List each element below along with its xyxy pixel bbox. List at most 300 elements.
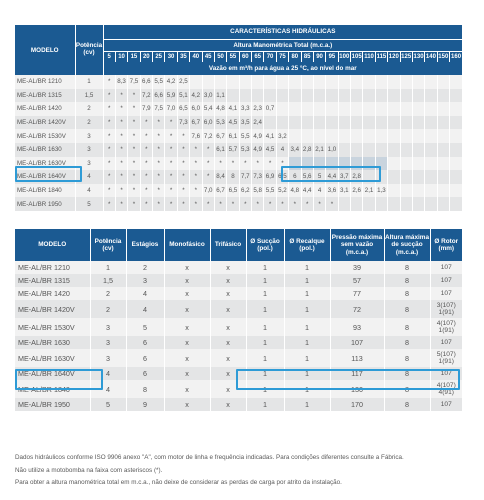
flow-cell: * (202, 143, 214, 157)
power-cell: 3 (90, 349, 126, 367)
table-row (15, 349, 462, 367)
flow-cell (375, 89, 387, 103)
flow-cell (239, 89, 251, 103)
flow-cell (425, 116, 437, 130)
flow-cell: * (153, 197, 165, 211)
flow-cell (276, 102, 288, 116)
flow-cell (289, 157, 301, 171)
flow-cell (425, 89, 437, 103)
flow-cell (338, 89, 350, 103)
flow-cell (388, 102, 400, 116)
single-phase-cell: x (164, 367, 210, 380)
flow-cell: * (128, 143, 140, 157)
flow-cell (363, 157, 375, 171)
height-value: 90 (313, 51, 325, 62)
flow-cell: * (239, 157, 251, 171)
table-row (15, 102, 462, 116)
flow-cell (437, 143, 449, 157)
height-value: 105 (351, 51, 363, 62)
flow-cell: 4,1 (264, 129, 276, 143)
flow-cell (338, 116, 350, 130)
col-header-suction-diameter: Ø Sucção (pol.) (246, 229, 284, 261)
flow-cell (301, 129, 313, 143)
table-row (15, 197, 462, 211)
height-value: 60 (239, 51, 251, 62)
flow-cell: * (227, 197, 239, 211)
suction-diameter-cell: 1 (246, 380, 284, 398)
flow-cell: 3,2 (276, 129, 288, 143)
flow-cell: 2,1 (363, 184, 375, 198)
flow-cell: * (103, 197, 115, 211)
flow-cell (252, 89, 264, 103)
flow-cell (363, 75, 375, 89)
flow-cell (400, 75, 412, 89)
col-header-power: Potência (cv) (90, 229, 126, 261)
single-phase-cell: x (164, 318, 210, 336)
max-suction-height-cell: 8 (384, 349, 430, 367)
max-pressure-cell: 77 (330, 287, 384, 300)
flow-cell: 7,2 (202, 129, 214, 143)
flow-cell (276, 89, 288, 103)
flow-cell (289, 102, 301, 116)
flow-cell: 2,8 (301, 143, 313, 157)
flow-cell (400, 116, 412, 130)
flow-cell (400, 89, 412, 103)
flow-cell (313, 157, 325, 171)
max-pressure-cell: 93 (330, 318, 384, 336)
flow-cell: * (190, 143, 202, 157)
stages-cell: 9 (126, 398, 164, 411)
flow-cell (202, 75, 214, 89)
flow-cell: 6,2 (239, 184, 251, 198)
flow-cell (326, 75, 338, 89)
single-phase-cell: x (164, 398, 210, 411)
flow-cell (400, 129, 412, 143)
flow-cell: * (115, 129, 127, 143)
suction-diameter-cell: 1 (246, 261, 284, 274)
max-pressure-cell: 130 (330, 380, 384, 398)
flow-cell (400, 102, 412, 116)
height-value: 120 (388, 51, 400, 62)
col-header-discharge-diameter: Ø Recalque (pol.) (284, 229, 330, 261)
max-suction-height-cell: 8 (384, 261, 430, 274)
flow-cell (412, 143, 424, 157)
model-cell: ME-AL/BR 1950 (15, 398, 90, 411)
discharge-diameter-cell: 1 (284, 349, 330, 367)
three-phase-cell: x (210, 318, 246, 336)
flow-cell (412, 116, 424, 130)
flow-cell (338, 197, 350, 211)
flow-cell: 5,8 (252, 184, 264, 198)
height-value: 85 (301, 51, 313, 62)
height-value: 5 (103, 51, 115, 62)
flow-cell (190, 75, 202, 89)
flow-cell: * (177, 184, 189, 198)
stages-cell: 6 (126, 336, 164, 349)
rotor-diameter-cell: 3(107) 1(91) (430, 300, 462, 318)
stages-cell: 2 (126, 261, 164, 274)
flow-cell: * (177, 170, 189, 184)
flow-cell (227, 89, 239, 103)
flow-cell (375, 75, 387, 89)
col-header-model: MODELO (15, 25, 75, 75)
flow-cell (313, 75, 325, 89)
flow-cell: 6,5 (177, 102, 189, 116)
flow-cell (400, 197, 412, 211)
discharge-diameter-cell: 1 (284, 261, 330, 274)
flow-cell: 4,9 (252, 143, 264, 157)
model-cell: ME-AL/BR 1315 (15, 274, 90, 287)
flow-cell (326, 116, 338, 130)
flow-cell (363, 143, 375, 157)
max-suction-height-cell: 8 (384, 336, 430, 349)
flow-cell: * (103, 129, 115, 143)
flow-cell (425, 102, 437, 116)
flow-cell (301, 75, 313, 89)
flow-cell (450, 197, 463, 211)
flow-cell (351, 89, 363, 103)
flow-cell: * (140, 184, 152, 198)
height-value: 35 (177, 51, 189, 62)
discharge-diameter-cell: 1 (284, 380, 330, 398)
flow-cell: * (177, 157, 189, 171)
height-value: 20 (140, 51, 152, 62)
footnote-2: Não utilize a motobomba na faixa com asteriscos (*). (15, 466, 163, 474)
table-row (15, 89, 462, 103)
height-value: 95 (326, 51, 338, 62)
flow-cell (351, 143, 363, 157)
three-phase-cell: x (210, 380, 246, 398)
stages-cell: 5 (126, 318, 164, 336)
max-suction-height-cell: 8 (384, 300, 430, 318)
flow-cell: * (153, 157, 165, 171)
flow-cell: 5 (313, 170, 325, 184)
flow-cell: 4,2 (190, 89, 202, 103)
flow-cell (289, 89, 301, 103)
model-cell: ME-AL/BR 1640V (15, 367, 90, 380)
model-cell: ME-AL/BR 1630 (15, 143, 75, 157)
flow-cell (437, 75, 449, 89)
single-phase-cell: x (164, 380, 210, 398)
three-phase-cell: x (210, 300, 246, 318)
height-value: 125 (400, 51, 412, 62)
flow-cell (425, 143, 437, 157)
height-value: 40 (190, 51, 202, 62)
flow-cell (437, 170, 449, 184)
flow-cell: 4,5 (227, 116, 239, 130)
height-value: 140 (425, 51, 437, 62)
flow-cell (437, 89, 449, 103)
flow-cell: 3,4 (289, 143, 301, 157)
max-pressure-cell: 170 (330, 398, 384, 411)
flow-cell: * (103, 102, 115, 116)
flow-cell (437, 102, 449, 116)
flow-cell: 6,9 (264, 170, 276, 184)
flow-cell (351, 75, 363, 89)
flow-cell: * (128, 102, 140, 116)
flow-cell: * (165, 170, 177, 184)
three-phase-cell: x (210, 336, 246, 349)
three-phase-cell: x (210, 287, 246, 300)
flow-cell: * (177, 129, 189, 143)
model-cell: ME-AL/BR 1530V (15, 129, 75, 143)
flow-cell: * (252, 197, 264, 211)
table-title: CARACTERÍSTICAS HIDRÁULICAS (103, 25, 462, 39)
flow-cell: * (165, 197, 177, 211)
flow-cell: * (165, 157, 177, 171)
height-value: 100 (338, 51, 350, 62)
flow-cell: 4,9 (252, 129, 264, 143)
max-pressure-cell: 113 (330, 349, 384, 367)
rotor-diameter-cell: 4(107) 4(91) (430, 380, 462, 398)
flow-cell: * (103, 157, 115, 171)
flow-cell (412, 170, 424, 184)
model-cell: ME-AL/BR 1315 (15, 89, 75, 103)
flow-cell (388, 197, 400, 211)
flow-cell (363, 129, 375, 143)
flow-cell (388, 116, 400, 130)
flow-cell (437, 129, 449, 143)
rotor-diameter-cell: 107 (430, 367, 462, 380)
flow-cell: * (140, 157, 152, 171)
rotor-diameter-cell: 4(107) 1(91) (430, 318, 462, 336)
flow-cell: 7,5 (128, 75, 140, 89)
flow-cell (363, 116, 375, 130)
three-phase-cell: x (210, 274, 246, 287)
discharge-diameter-cell: 1 (284, 287, 330, 300)
rotor-diameter-cell: 107 (430, 336, 462, 349)
power-cell: 2 (75, 116, 103, 130)
flow-cell: * (128, 197, 140, 211)
discharge-diameter-cell: 1 (284, 274, 330, 287)
flow-cell (412, 102, 424, 116)
max-pressure-cell: 72 (330, 300, 384, 318)
flow-cell: 6,5 (276, 170, 288, 184)
power-cell: 5 (90, 398, 126, 411)
discharge-diameter-cell: 1 (284, 398, 330, 411)
flow-cell: 3,1 (338, 184, 350, 198)
flow-cell (264, 75, 276, 89)
stages-cell: 6 (126, 349, 164, 367)
flow-cell (351, 157, 363, 171)
flow-cell: 5,3 (239, 143, 251, 157)
height-value: 50 (214, 51, 226, 62)
flow-cell (252, 75, 264, 89)
flow-cell (400, 184, 412, 198)
flow-cell: * (115, 197, 127, 211)
table-row (15, 318, 462, 336)
flow-cell: 5,6 (301, 170, 313, 184)
flow-cell: 7,3 (252, 170, 264, 184)
flow-cell (351, 116, 363, 130)
flow-cell: 7,0 (165, 102, 177, 116)
table-row (15, 184, 462, 198)
flow-cell (375, 143, 387, 157)
flow-cell: * (165, 184, 177, 198)
flow-cell (450, 184, 463, 198)
flow-cell: 7,0 (202, 184, 214, 198)
flow-cell: * (103, 116, 115, 130)
flow-cell: * (165, 116, 177, 130)
height-value: 25 (153, 51, 165, 62)
rotor-diameter-cell: 5(107) 1(91) (430, 349, 462, 367)
flow-cell (375, 102, 387, 116)
flow-cell: 6,1 (214, 143, 226, 157)
power-cell: 2 (90, 300, 126, 318)
table-row (15, 116, 462, 130)
flow-cell: * (103, 184, 115, 198)
specifications-table (15, 229, 462, 411)
flow-cell: * (326, 197, 338, 211)
flow-cell (412, 129, 424, 143)
flow-cell (214, 75, 226, 89)
height-value: 160 (450, 51, 463, 62)
flow-cell (412, 184, 424, 198)
flow-cell: 2,6 (351, 184, 363, 198)
flow-cell (400, 170, 412, 184)
model-cell: ME-AL/BR 1630V (15, 157, 75, 171)
flow-cell (326, 157, 338, 171)
flow-cell: * (301, 197, 313, 211)
discharge-diameter-cell: 1 (284, 336, 330, 349)
table-row (15, 336, 462, 349)
flow-cell (351, 197, 363, 211)
flow-cell: * (264, 197, 276, 211)
flow-cell: * (140, 129, 152, 143)
height-header: Altura Manométrica Total (m.c.a.) (103, 39, 462, 51)
power-cell: 4 (75, 184, 103, 198)
suction-diameter-cell: 1 (246, 300, 284, 318)
power-cell: 2 (90, 287, 126, 300)
flow-cell (375, 170, 387, 184)
flow-cell (425, 75, 437, 89)
flow-cell (351, 129, 363, 143)
flow-cell: * (115, 89, 127, 103)
flow-cell (388, 170, 400, 184)
flow-cell: 4,1 (227, 102, 239, 116)
flow-cell: 1,1 (214, 89, 226, 103)
height-value: 15 (128, 51, 140, 62)
flow-cell: * (165, 143, 177, 157)
flow-cell (375, 157, 387, 171)
height-value: 110 (363, 51, 375, 62)
flow-cell (437, 184, 449, 198)
flow-cell: 5,9 (165, 89, 177, 103)
flow-cell: * (103, 89, 115, 103)
flow-cell (450, 129, 463, 143)
flow-cell: * (202, 197, 214, 211)
table-row (15, 129, 462, 143)
height-value: 65 (252, 51, 264, 62)
suction-diameter-cell: 1 (246, 367, 284, 380)
flow-cell: 8 (227, 170, 239, 184)
flow-cell: * (103, 143, 115, 157)
table-row (15, 398, 462, 411)
flow-cell (276, 116, 288, 130)
flow-cell (450, 75, 463, 89)
flow-cell (276, 75, 288, 89)
flow-cell: * (115, 184, 127, 198)
model-cell: ME-AL/BR 1840 (15, 184, 75, 198)
hydraulic-characteristics-table (15, 25, 462, 211)
table-row (15, 143, 462, 157)
table-row (15, 380, 462, 398)
flow-cell: 7,9 (140, 102, 152, 116)
col-header-max-suction-height: Altura máxima de sucção (m.c.a.) (384, 229, 430, 261)
footnotes (15, 452, 475, 490)
suction-diameter-cell: 1 (246, 398, 284, 411)
flow-cell: * (153, 116, 165, 130)
flow-cell: * (214, 157, 226, 171)
flow-cell (412, 197, 424, 211)
flow-cell: 6,5 (227, 184, 239, 198)
flow-cell: * (190, 184, 202, 198)
flow-cell: 1,3 (375, 184, 387, 198)
max-suction-height-cell: 8 (384, 380, 430, 398)
flow-cell (351, 102, 363, 116)
table-row (15, 170, 462, 184)
flow-cell: * (153, 184, 165, 198)
flow-cell: 6,6 (140, 75, 152, 89)
flow-cell: * (153, 129, 165, 143)
model-cell: ME-AL/BR 1840 (15, 380, 90, 398)
flow-cell (375, 116, 387, 130)
table-row (15, 274, 462, 287)
flow-cell (400, 157, 412, 171)
col-header-max-pressure: Pressão máxima sem vazão (m.c.a.) (330, 229, 384, 261)
power-cell: 3 (75, 157, 103, 171)
flow-cell (388, 129, 400, 143)
flow-cell: 8,4 (214, 170, 226, 184)
flow-cell (326, 89, 338, 103)
flow-cell: * (128, 89, 140, 103)
flow-cell (313, 129, 325, 143)
single-phase-cell: x (164, 287, 210, 300)
flow-cell: 4,5 (264, 143, 276, 157)
model-cell: ME-AL/BR 1630V (15, 349, 90, 367)
flow-cell: * (103, 75, 115, 89)
flow-cell: 4 (313, 184, 325, 198)
flow-cell (425, 184, 437, 198)
rotor-diameter-cell: 107 (430, 287, 462, 300)
three-phase-cell: x (210, 261, 246, 274)
three-phase-cell: x (210, 349, 246, 367)
height-value: 30 (165, 51, 177, 62)
power-cell: 1 (90, 261, 126, 274)
power-cell: 3 (75, 143, 103, 157)
table-row (15, 157, 462, 171)
flow-cell: 6,7 (190, 116, 202, 130)
flow-cell: * (115, 170, 127, 184)
height-value: 10 (115, 51, 127, 62)
flow-cell: * (153, 143, 165, 157)
flow-cell (437, 197, 449, 211)
flow-cell: 2,4 (252, 116, 264, 130)
suction-diameter-cell: 1 (246, 349, 284, 367)
max-pressure-cell: 107 (330, 336, 384, 349)
table-row (15, 367, 462, 380)
model-cell: ME-AL/BR 1640V (15, 170, 75, 184)
flow-cell (450, 157, 463, 171)
flow-cell: 7,5 (153, 102, 165, 116)
flow-cell: * (190, 170, 202, 184)
flow-cell (425, 157, 437, 171)
flow-cell: * (115, 102, 127, 116)
flow-cell: 4 (276, 143, 288, 157)
flow-cell (301, 102, 313, 116)
flow-cell: 7,6 (190, 129, 202, 143)
flow-cell (227, 75, 239, 89)
